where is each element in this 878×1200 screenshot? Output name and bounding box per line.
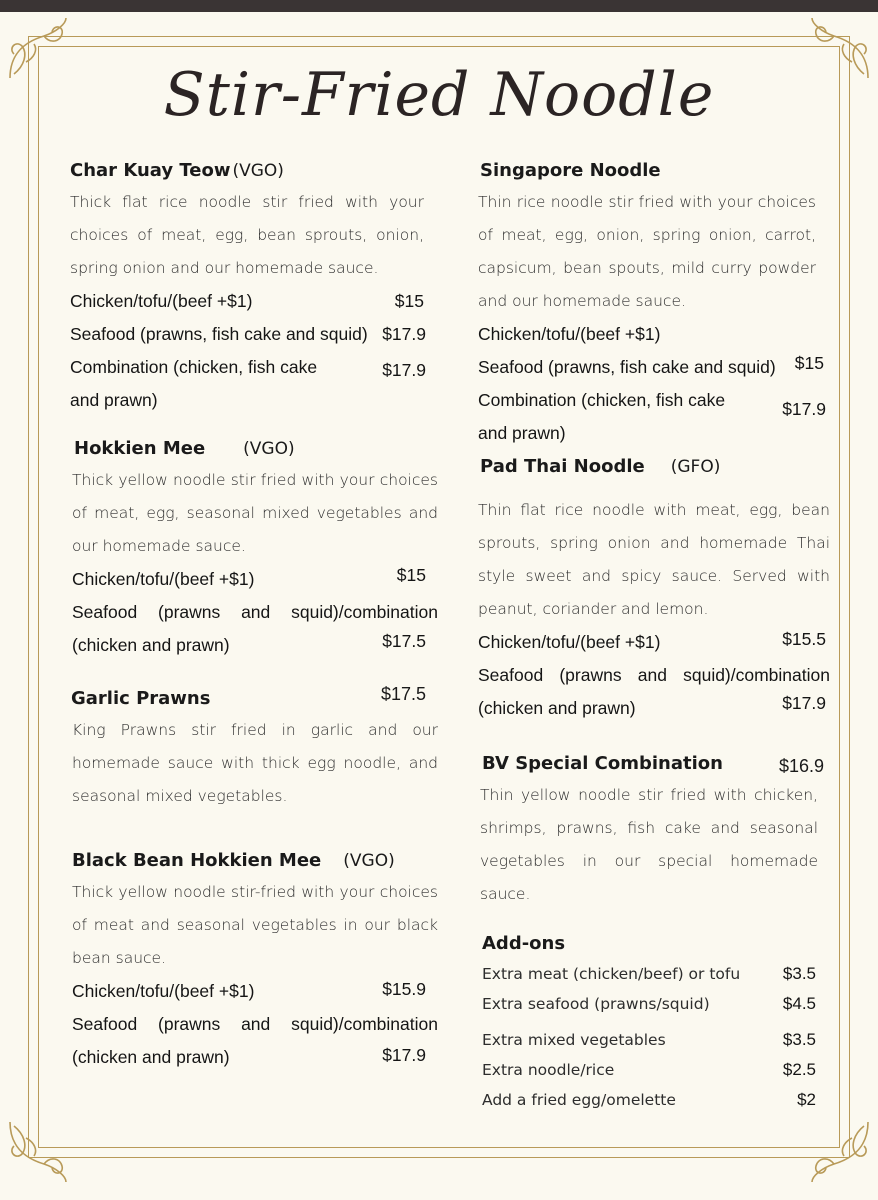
addon-item: [482, 1025, 816, 1055]
price: $17.5: [380, 684, 426, 704]
price-option: Seafood (prawns, fish cake and squid) $17.9: [70, 318, 438, 351]
price: $17.9: [382, 360, 426, 380]
dish-description: Thin flat rice noodle with meat, egg, bean sprouts, spring onion and homemade Thai style sweet and spicy sauce. Served with peanut, coriander and lemon.: [478, 501, 830, 618]
addon-price: $2: [797, 1090, 816, 1109]
price-option: Chicken/tofu/(beef +$1) $15: [70, 563, 438, 596]
menu-item-black-bean-hokkien-mee: [70, 846, 438, 1074]
price-option: Chicken/tofu/(beef +$1) $15: [70, 285, 438, 318]
dish-name: Singapore Noodle: [480, 160, 661, 181]
dish-description: King Prawns stir fried in garlic and our homemade sauce with thick egg noodle, and seasonal mixed vegetables.: [72, 721, 438, 805]
dish-name: Char Kuay Teow (VGO): [70, 160, 284, 181]
price-option: Seafood (prawns, fish cake and squid) $15: [478, 351, 830, 384]
addon-label: Extra seafood (prawns/squid): [482, 995, 710, 1013]
dish-description: Thick yellow noodle stir fried with your choices of meat, egg, seasonal mixed vegetables and our homemade sauce.: [72, 471, 438, 555]
price-option-continued: (chicken and prawn) $17.5: [70, 629, 438, 662]
dish-name: Hokkien Mee (VGO): [74, 438, 295, 459]
addon-price: $3.5: [782, 1030, 816, 1049]
addon-label: Extra noodle/rice: [482, 1061, 615, 1079]
addon-label: Extra mixed vegetables: [482, 1031, 666, 1049]
menu-item-pad-thai-noodle: [478, 452, 830, 725]
dish-description: Thin rice noodle stir fried with your choices of meat, egg, onion, spring onion, carrot, capsicum, bean spouts, mild curry powder and our homemade sauce.: [478, 193, 816, 310]
price-option: Seafood (prawns and squid)/combination: [72, 1014, 438, 1034]
price: $15.5: [782, 629, 826, 649]
dietary-tag: (VGO): [232, 161, 284, 181]
top-bar: [0, 0, 878, 12]
dish-name: Garlic Prawns $17.5: [70, 684, 438, 714]
price-option-continued: (chicken and prawn) $17.9: [478, 692, 830, 725]
menu-item-char-kuay-teow: [70, 156, 438, 417]
price: $17.5: [382, 631, 426, 651]
addon-item: [482, 989, 816, 1019]
page-title: Stir-Fried Noodle: [163, 60, 715, 130]
addon-item: [482, 1055, 816, 1085]
addon-item: [482, 959, 816, 989]
corner-ornament-icon: [4, 1116, 74, 1186]
menu-item-singapore-noodle: [478, 156, 830, 450]
dish-name: Black Bean Hokkien Mee (VGO): [72, 850, 395, 871]
dish-name: BV Special Combination $16.9: [478, 749, 830, 779]
addon-price: $3.5: [782, 964, 816, 983]
price: $15: [394, 291, 424, 311]
section-heading: Add-ons: [482, 933, 566, 954]
price-option-continued: and prawn): [478, 423, 566, 443]
dietary-tag: (VGO): [343, 851, 395, 871]
menu-item-garlic-prawns: [70, 684, 438, 813]
dish-name: Pad Thai Noodle (GFO): [480, 456, 721, 477]
price: $17.9: [782, 693, 826, 713]
addon-label: Extra meat (chicken/beef) or tofu: [482, 965, 741, 983]
dish-description: Thick yellow noodle stir-fried with your choices of meat and seasonal vegetables in our black bean sauce.: [72, 883, 438, 967]
price: $17.9: [382, 1045, 426, 1065]
price-option: Seafood (prawns and squid)/combination: [72, 602, 438, 622]
dietary-tag: (GFO): [670, 457, 721, 477]
menu-item-bv-special-combination: [478, 749, 830, 911]
addon-price: $4.5: [782, 994, 816, 1013]
price-option: Combination (chicken, fish cake $17.9: [70, 351, 438, 384]
price: $15: [396, 565, 426, 585]
menu-item-hokkien-mee: [70, 434, 438, 662]
price-option: Seafood (prawns and squid)/combination: [478, 665, 830, 685]
price-option-continued: and prawn): [70, 390, 158, 410]
price-option-continued: (chicken and prawn) $17.9: [70, 1041, 438, 1074]
price-option: Combination (chicken, fish cake $17.9: [478, 384, 830, 417]
addon-label: Add a fried egg/omelette: [482, 1091, 676, 1109]
price: $16.9: [778, 756, 824, 776]
addons-section: [478, 929, 830, 1115]
dietary-tag: (VGO): [243, 439, 295, 459]
price: $15: [794, 353, 824, 373]
price: $17.9: [782, 399, 826, 419]
addons-list: [478, 959, 830, 1115]
dish-description: Thick flat rice noodle stir fried with your choices of meat, egg, bean sprouts, onion, spring onion and our homemade sauce.: [70, 193, 424, 277]
dish-description: Thin yellow noodle stir fried with chicken, shrimps, prawns, fish cake and seasonal vegetables in our special homemade sauce.: [480, 786, 818, 903]
price-option: Chicken/tofu/(beef +$1): [478, 324, 661, 344]
corner-ornament-icon: [804, 1116, 874, 1186]
addon-item: [482, 1085, 816, 1115]
price-option: Chicken/tofu/(beef +$1) $15.5: [478, 626, 830, 659]
addon-price: $2.5: [782, 1060, 816, 1079]
price: $17.9: [382, 324, 426, 344]
price-option: Chicken/tofu/(beef +$1) $15.9: [70, 975, 438, 1008]
price: $15.9: [382, 979, 426, 999]
